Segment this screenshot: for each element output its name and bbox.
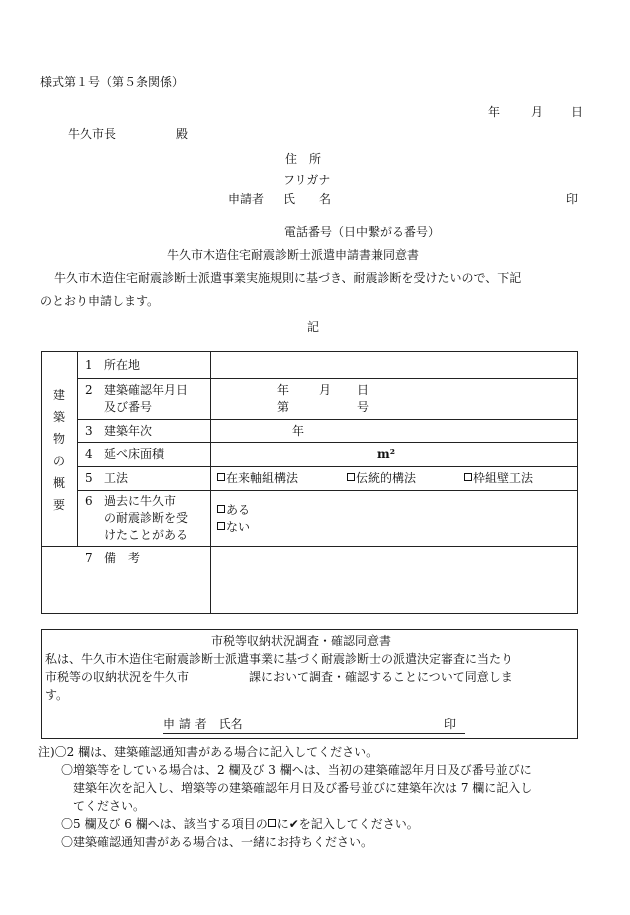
document-title: 牛久市木造住宅耐震診断士派遣申請書兼同意書 <box>167 248 420 262</box>
row-number: 7 <box>85 551 93 565</box>
checkmark-icon: ✔ <box>288 817 299 831</box>
construction-year-label: 建築年次 <box>104 424 153 438</box>
consent-title: 市税等収納状況調査・確認同意書 <box>211 634 392 648</box>
intro-line-2: のとおり申請します。 <box>40 294 160 308</box>
past-diagnosis-option-no[interactable]: ない <box>217 520 250 535</box>
checkbox-icon[interactable] <box>217 473 225 481</box>
checkbox-icon <box>268 819 276 827</box>
permit-day-unit: 日 <box>357 383 370 397</box>
name-label: 氏 名 <box>283 192 332 206</box>
row-number: 6 <box>85 494 93 508</box>
floor-area-unit: m² <box>377 447 395 461</box>
consent-line-1: 私は、牛久市木造住宅耐震診断士派遣事業に基づく耐震診断士の派遣決定審査に当たり <box>45 652 514 666</box>
method-option-traditional[interactable]: 伝統的構法 <box>347 471 416 486</box>
intro-line-1: 牛久市木造住宅耐震診断士派遣事業実施規則に基づき、耐震診断を受けたいので、下記 <box>54 271 522 285</box>
checkbox-icon[interactable] <box>464 473 472 481</box>
consent-line-3: す。 <box>45 688 69 702</box>
note-1: 注)〇2 欄は、建築確認通知書がある場合に記入してください。 <box>38 745 379 759</box>
consent-signer-label: 申 請 者 氏名 <box>163 717 243 731</box>
row-number: 3 <box>85 424 93 438</box>
form-number: 様式第１号（第５条関係） <box>40 75 185 89</box>
row-number: 4 <box>85 447 93 461</box>
consent-seal: 印 <box>444 717 457 731</box>
construction-year-unit: 年 <box>292 424 305 438</box>
row-number: 5 <box>85 471 93 485</box>
addressee: 牛久市長 <box>68 127 117 141</box>
address-label: 住 所 <box>285 152 322 166</box>
ki-label: 記 <box>307 320 320 334</box>
past-diagnosis-label-1: 過去に牛久市 <box>104 494 177 508</box>
permit-year-unit: 年 <box>277 383 290 397</box>
method-option-conventional[interactable]: 在来軸組構法 <box>217 471 298 486</box>
location-label: 所在地 <box>104 358 141 372</box>
permit-month-unit: 月 <box>319 383 332 397</box>
signature-line[interactable] <box>163 733 465 734</box>
row-number: 2 <box>85 383 93 397</box>
permit-go-label: 号 <box>357 400 370 414</box>
method-label: 工法 <box>104 471 129 485</box>
row-number: 1 <box>85 358 93 372</box>
checkbox-icon[interactable] <box>347 473 355 481</box>
permit-date-label: 建築確認年月日 <box>104 383 189 397</box>
permit-dai-label: 第 <box>277 400 290 414</box>
honorific: 殿 <box>176 127 189 141</box>
furigana-label: フリガナ <box>283 173 331 187</box>
note-2-line-3: てください。 <box>73 799 146 813</box>
method-option-framework[interactable]: 枠組壁工法 <box>464 471 533 486</box>
phone-label: 電話番号（日中繋がる番号） <box>284 225 441 239</box>
note-2-line-1: 〇増築等をしている場合は、2 欄及び 3 欄へは、当初の建築確認年月日及び番号並びに <box>61 763 532 777</box>
note-2-line-2: 建築年次を記入し、増築等の建築確認年月日及び番号並びに建築年次は 7 欄に記入し <box>73 781 533 795</box>
location-field[interactable] <box>212 353 576 377</box>
note-3: 〇5 欄及び 6 欄へは、該当する項目の に✔を記入してください。 <box>61 817 419 831</box>
remarks-label: 備 考 <box>104 551 141 565</box>
permit-number-label: 及び番号 <box>104 400 153 414</box>
consent-line-2: 市税等の収納状況を牛久市 課において調査・確認することについて同意しま <box>45 670 513 684</box>
floor-area-label: 延べ床面積 <box>104 447 165 461</box>
checkbox-icon[interactable] <box>217 522 225 530</box>
remarks-field[interactable] <box>212 548 576 612</box>
applicant-label: 申請者 <box>228 192 265 206</box>
date-month-label: 月 <box>531 105 544 119</box>
past-diagnosis-label-3: けたことがある <box>104 528 189 542</box>
applicant-seal: 印 <box>566 192 579 206</box>
group-label-building-overview: 建 築 物 の 概 要 <box>52 388 65 512</box>
date-day-label: 日 <box>571 105 584 119</box>
date-year-label: 年 <box>488 105 501 119</box>
checkbox-icon[interactable] <box>217 505 225 513</box>
past-diagnosis-option-yes[interactable]: ある <box>217 503 250 518</box>
past-diagnosis-label-2: の耐震診断を受 <box>104 511 189 525</box>
note-4: 〇建築確認通知書がある場合は、一緒にお持ちください。 <box>61 835 374 849</box>
